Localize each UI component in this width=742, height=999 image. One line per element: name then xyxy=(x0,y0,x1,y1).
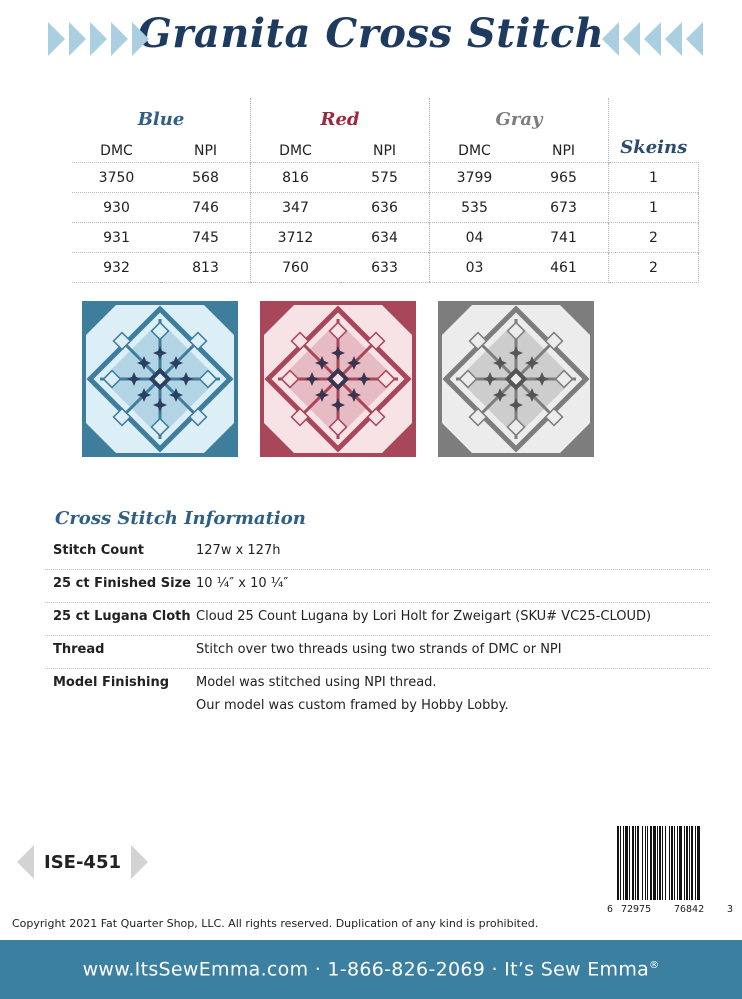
gray-npi-cell: 673 xyxy=(519,193,609,223)
gray-npi-cell: 741 xyxy=(519,223,609,253)
info-row-finished-size xyxy=(45,570,710,603)
info-value: 10 ¼″ x 10 ¼″ xyxy=(196,576,289,591)
red-dmc-cell: 816 xyxy=(251,163,341,193)
info-label: Stitch Count xyxy=(53,543,144,558)
red-npi-cell: 634 xyxy=(340,223,430,253)
barcode xyxy=(607,826,734,915)
col-header-npi: NPI xyxy=(372,143,397,159)
red-dmc-cell: 760 xyxy=(251,253,341,283)
skeins-cell: 2 xyxy=(609,223,699,253)
red-dmc-cell: 3712 xyxy=(251,223,341,253)
barcode-digit: 3 xyxy=(727,904,734,915)
blue-colorway-image xyxy=(82,301,238,457)
table-row xyxy=(72,163,699,193)
skeins-cell: 2 xyxy=(609,253,699,283)
col-header-npi: NPI xyxy=(519,140,609,163)
table-row xyxy=(72,193,699,223)
info-label: 25 ct Finished Size xyxy=(53,576,191,591)
table-row xyxy=(72,223,699,253)
blue-npi-cell: 745 xyxy=(161,223,251,253)
barcode-digits: 72975 xyxy=(621,904,652,915)
info-label: Model Finishing xyxy=(53,675,170,690)
skeins-header: Skeins xyxy=(620,137,688,158)
group-gray: Gray xyxy=(430,98,609,140)
skeins-cell: 1 xyxy=(609,193,699,223)
thread-table xyxy=(72,98,699,283)
blue-dmc-cell: 931 xyxy=(72,223,161,253)
table-row xyxy=(72,253,699,283)
info-label: 25 ct Lugana Cloth xyxy=(53,609,191,624)
info-table xyxy=(45,537,710,724)
skeins-cell: 1 xyxy=(609,163,699,193)
blue-dmc-cell: 930 xyxy=(72,193,161,223)
barcode-bars xyxy=(615,826,733,906)
red-npi-cell: 636 xyxy=(340,193,430,223)
col-header-dmc: DMC xyxy=(430,140,520,163)
left-chevron-decoration xyxy=(48,22,153,56)
pattern-code: ISE-451 xyxy=(44,851,122,873)
info-value: Stitch over two threads using two strands of DMC or NPI xyxy=(196,642,562,657)
gray-colorway-image xyxy=(438,301,594,457)
blue-dmc-cell: 932 xyxy=(72,253,161,283)
gray-dmc-cell: 535 xyxy=(430,193,520,223)
group-red: Red xyxy=(251,98,430,140)
pattern-code-badge xyxy=(17,845,148,879)
footer-bar xyxy=(0,940,742,999)
gray-npi-cell: 965 xyxy=(519,163,609,193)
right-chevron-decoration xyxy=(602,22,707,56)
gray-dmc-cell: 3799 xyxy=(430,163,520,193)
registered-mark: ® xyxy=(649,960,660,971)
info-value: 127w x 127h xyxy=(196,543,281,558)
info-section-title: Cross Stitch Information xyxy=(55,508,306,529)
info-row-stitch-count xyxy=(45,537,710,570)
info-value-line: Model was stitched using NPI thread. xyxy=(196,675,437,690)
barcode-digit: 6 xyxy=(607,904,614,915)
info-row-thread xyxy=(45,636,710,669)
barcode-digits: 76842 xyxy=(674,904,705,915)
blue-npi-cell: 746 xyxy=(161,193,251,223)
info-value: Cloud 25 Count Lugana by Lori Holt for Zweigart (SKU# VC25-CLOUD) xyxy=(196,609,652,624)
left-arrow-icon xyxy=(17,845,34,879)
blue-npi-cell: 813 xyxy=(161,253,251,283)
gray-dmc-cell: 04 xyxy=(430,223,520,253)
group-blue: Blue xyxy=(137,108,185,130)
gray-dmc-cell: 03 xyxy=(430,253,520,283)
info-value-line: Our model was custom framed by Hobby Lobby. xyxy=(196,698,509,713)
red-colorway-image xyxy=(260,301,416,457)
info-label: Thread xyxy=(53,642,105,657)
blue-dmc-cell: 3750 xyxy=(72,163,161,193)
col-header-npi: NPI xyxy=(193,143,218,159)
info-value xyxy=(196,671,710,717)
right-arrow-icon xyxy=(131,845,148,879)
red-npi-cell: 633 xyxy=(340,253,430,283)
page-title: Granita Cross Stitch xyxy=(137,10,605,57)
red-npi-cell: 575 xyxy=(340,163,430,193)
info-row-model-finishing xyxy=(45,669,710,724)
col-header-dmc: DMC xyxy=(251,140,341,163)
info-row-cloth xyxy=(45,603,710,636)
red-dmc-cell: 347 xyxy=(251,193,341,223)
gray-npi-cell: 461 xyxy=(519,253,609,283)
copyright-notice: Copyright 2021 Fat Quarter Shop, LLC. All rights reserved. Duplication of any kind is prohibited. xyxy=(12,917,539,930)
footer-contact: www.ItsSewEmma.com · 1-866-826-2069 · It’s Sew Emma xyxy=(82,958,650,981)
col-header-dmc: DMC xyxy=(100,143,133,159)
blue-npi-cell: 568 xyxy=(161,163,251,193)
